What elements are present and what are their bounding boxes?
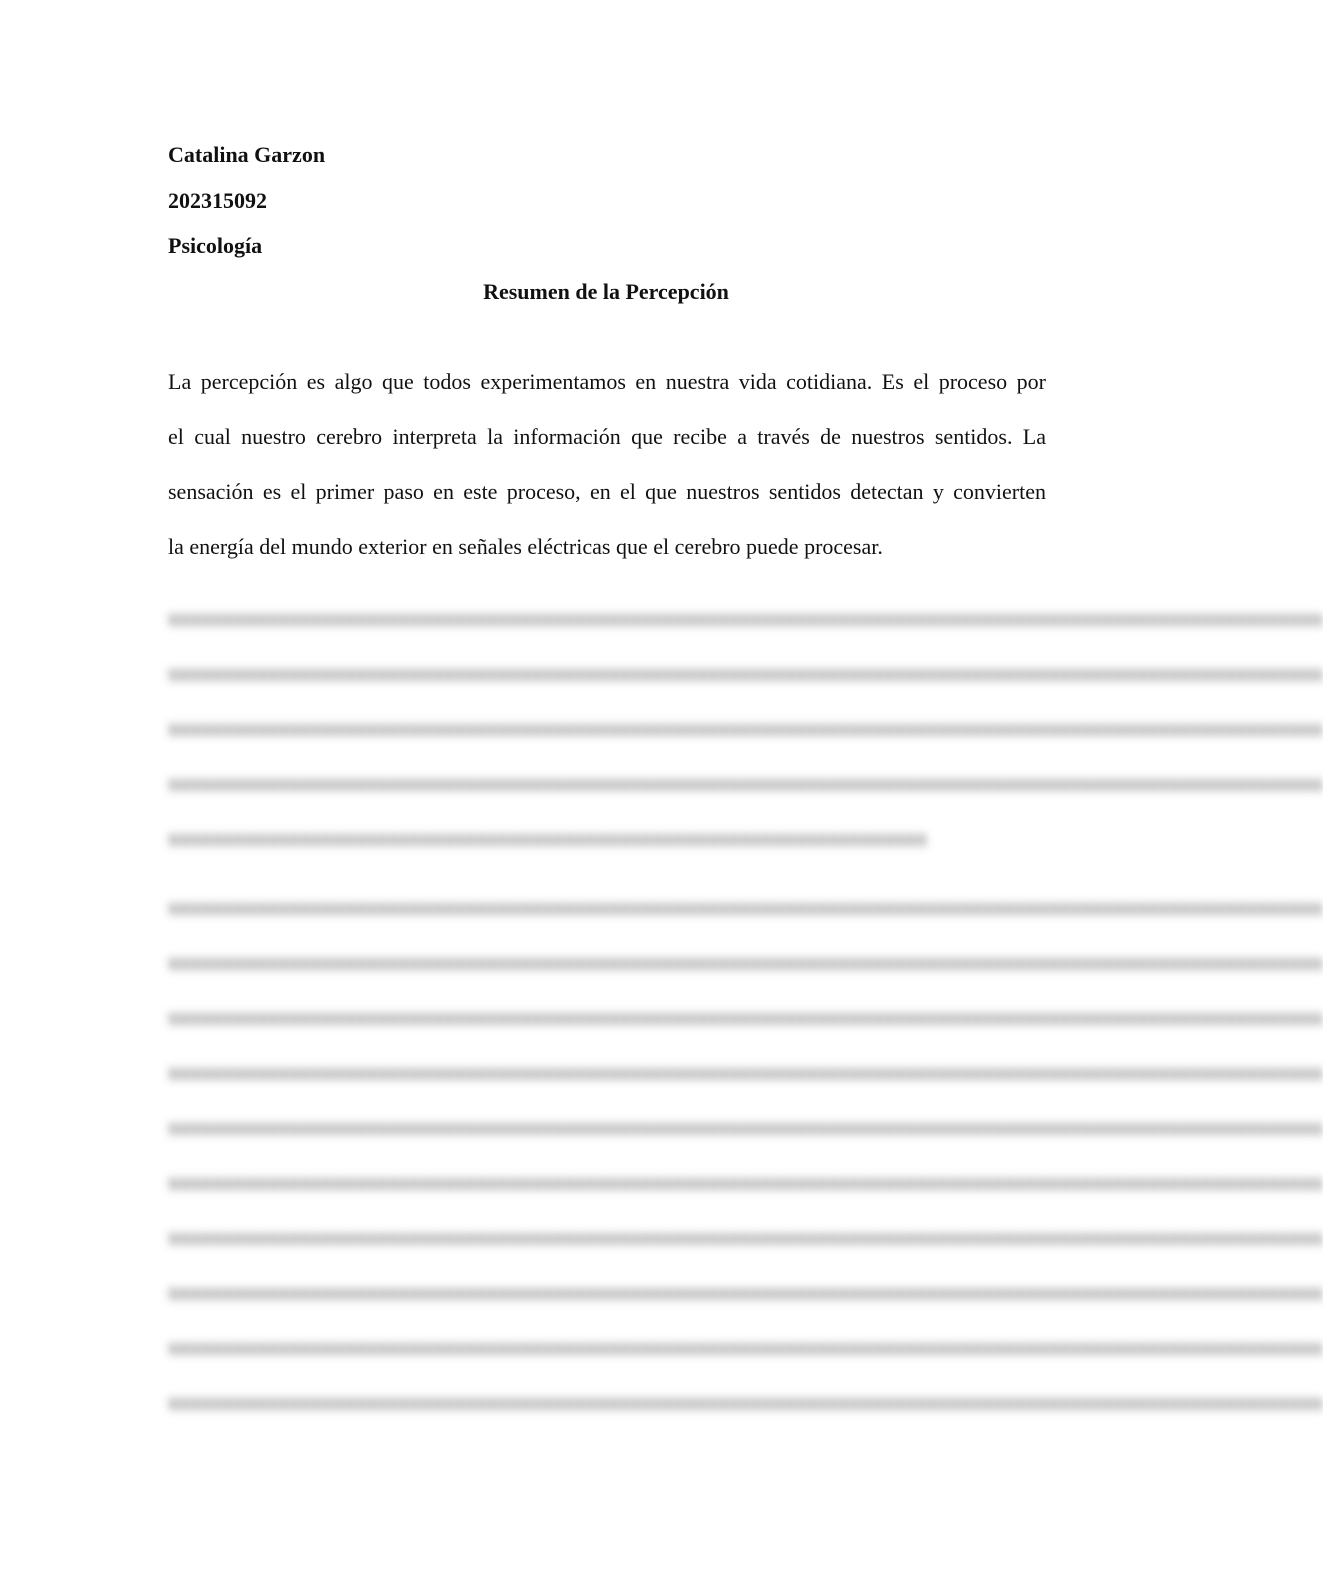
paragraph-line: el cual nuestro cerebro interpreta la información que recibe a través de nuestros sentidos. La bbox=[168, 424, 1046, 449]
paragraph-line: la energía del mundo exterior en señales eléctricas que el cerebro puede procesar. bbox=[168, 534, 883, 559]
paragraph-1 bbox=[168, 368, 1046, 588]
author-name: Catalina Garzon bbox=[168, 142, 326, 167]
student-id: 202315092 bbox=[168, 188, 267, 213]
paragraph-line: sensación es el primer paso en este proceso, en el que nuestros sentidos detectan y convierten bbox=[168, 479, 1046, 504]
document-title: Resumen de la Percepción bbox=[483, 279, 729, 304]
blurred-paragraph-3: xxxxxxxxxxxxxxxxxxxxxxxxxxxxxxxxxxxxxxxxxxxxxxxxxxxxxxxxxxxxxxxxxxxxxxxxxxxxxxxxxxxxxxxxxxxxxxxxxxxxxxxxx xxxxxxxxxxxxxxxxxxxxxxxxxxxxxxxxxxxxxxxxxxxxxxxxxxxxxxxxxxxxxxxxxxxxxxxxxxxxxxxxxxxxxxxxxxxxxxxxxxxxxxxxx xxxxxxxxxxxxxxxxxxxxxxxxxxxxxxxxxxxxxxxxxxxxxxxxxxxxxxxxxxxxxxxxxxxxxxxxxxxxxxxxxxxxxxxxxxxxxxxxxxxxxxxxx xxxxxxxxxxxxxxxxxxxxxxxxxxxxxxxxxxxxxxxxxxxxxxxxxxxxxxxxxxxxxxxxxxxxxxxxxxxxxxxxxxxxxxxxxxxxxxxxxxxxxxxxx xxxxxxxxxxxxxxxxxxxxxxxxxxxxxxxxxxxxxxxxxxxxxxxxxxxxxxxxxxxxxxxxxxxxxxxxxxxxxxxxxxxxxxxxxxxxxxxxxxxxxxxxx xxxxxxxxxxxxxxxxxxxxxxxxxxxxxxxxxxxxxxxxxxxxxxxxxxxxxxxxxxxxxxxxxxxxxxxxxxxxxxxxxxxxxxxxxxxxxxxxxxxxxxxxx xxxxxxxxxxxxxxxxxxxxxxxxxxxxxxxxxxxxxxxxxxxxxxxxxxxxxxxxxxxxxxxxxxxxxxxxxxxxxxxxxxxxxxxxxxxxxxxxxxxxxxxxx xxxxxxxxxxxxxxxxxxxxxxxxxxxxxxxxxxxxxxxxxxxxxxxxxxxxxxxxxxxxxxxxxxxxxxxxxxxxxxxxxxxxxxxxxxxxxxxxxxxxxxxxx xxxxxxxxxxxxxxxxxxxxxxxxxxxxxxxxxxxxxxxxxxxxxxxxxxxxxxxxxxxxxxxxxxxxxxxxxxxxxxxxxxxxxxxxxxxxxxxxxxxxxxxxx xxxxxxxxxxxxxxxxxxxxxxxxxxxxxxxxxxxxxxxxxxxxxxxxxxxxxxxxxxxxxxxxxxxxxxxxxxxxxxxxxxxxxxxxxxxxxxxxxxxxxxxxx bbox=[168, 894, 1323, 1414]
paragraph-line: La percepción es algo que todos experimentamos en nuestra vida cotidiana. Es el proceso por bbox=[168, 369, 1046, 394]
blurred-paragraph-2: xxxxxxxxxxxxxxxxxxxxxxxxxxxxxxxxxxxxxxxxxxxxxxxxxxxxxxxxxxxxxxxxxxxxxxxxxxxxxxxxxxxxxxxxxxxxxxxxxxxxxxxxx xxxxxxxxxxxxxxxxxxxxxxxxxxxxxxxxxxxxxxxxxxxxxxxxxxxxxxxxxxxxxxxxxxxxxxxxxxxxxxxxxxxxxxxxxxxxxxxxxxxxxxxxx xxxxxxxxxxxxxxxxxxxxxxxxxxxxxxxxxxxxxxxxxxxxxxxxxxxxxxxxxxxxxxxxxxxxxxxxxxxxxxxxxxxxxxxxxxxxxxxxxxxxxxxxx xxxxxxxxxxxxxxxxxxxxxxxxxxxxxxxxxxxxxxxxxxxxxxxxxxxxxxxxxxxxxxxxxxxxxxxxxxxxxxxxxxxxxxxxxxxxxxxxxxxxxxxxx xxxxxxxxxxxxxxxxxxxxxxxxxxxxxxxxxxxxxxxxxxxxxxxxxxxxxxxxxxxxxxxxxxxxx bbox=[168, 605, 1323, 850]
program-name: Psicología bbox=[168, 233, 263, 258]
